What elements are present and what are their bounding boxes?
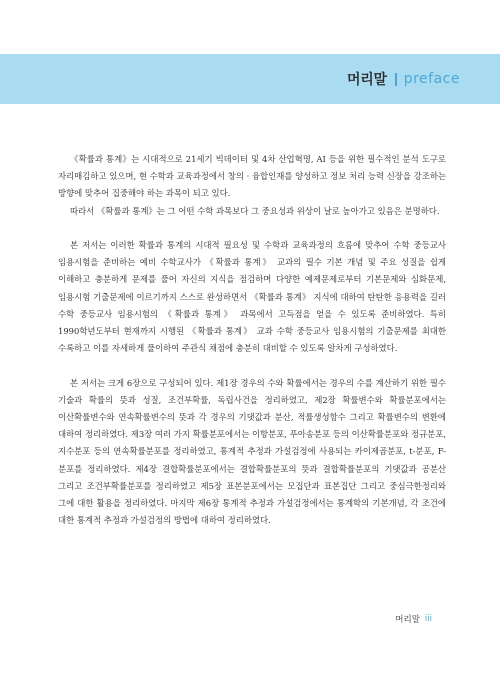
header-title-korean: 머리말 (347, 72, 387, 88)
footer-title: 머리말 (395, 615, 420, 625)
chapter-header (347, 68, 460, 90)
page-footer (395, 613, 432, 625)
paragraph-2: 따라서 《확률과 통계》는 그 어떤 수학 과목보다 그 중요성과 위상이 날로 높아가고 있음은 분명하다. (70, 205, 440, 216)
paragraph-3: 본 저서는 이러한 확률과 통계의 시대적 필요성 및 수학과 교육과정의 흐름에 맞추어 수학 중등교사 임용시험을 준비하는 예비 수학교사가 《확률과 통계》 교과의 필수 기본 개념 및 주요 성질을 쉽게 이해하고 충분하게 문제를 풀어 자신의 지식을 점검하며 다양한 예제문제로부터 기본문제와 심화문제, 임용시험 기출문제에 이르기까지 스스로 완성하면서 《확률과 통계》 지식에 대하여 탄탄한 응용력을 길러 수학 중등교사 임용시험의 《확률과 통계》 과목에서 고득점을 얻을 수 있도록 준비하였다. 특히 1990학년도부터 현재까지 시행된 《확률과 통계》 교과 수학 중등교사 임용시험의 기출문제를 최대한 수록하고 이를 자세하게 풀이하여 주관식 채점에 충분히 대비할 수 있도록 알차게 구성하였다. (58, 240, 446, 354)
page-number: iii (424, 614, 432, 624)
header-title-english: preface (403, 71, 460, 87)
paragraph-4: 본 저서는 크게 6장으로 구성되어 있다. 제1장 경우의 수와 확률에서는 경우의 수를 계산하기 위한 필수 기술과 확률의 뜻과 성질, 조건부확률, 독립사건을 정리하였고, 제2장 확률변수와 확률분포에서는 이산확률변수와 연속확률변수의 뜻과 각 경우의 기댓값과 분산, 적률생성함수 그리고 확률변수의 변환에 대하여 정리하였다. 제3장 여러 가지 확률분포에서는 이항분포, 푸아송분포 등의 이산확률분포와 정규분포, 지수분포 등의 연속확률분포를 정리하였고, 통계적 추정과 가설검정에 사용되는 카이제곱분포, t-분포, F-분포를 정리하였다. 제4장 결합확률분포에서는 결합확률분포의 뜻과 결합확률분포의 기댓값과 공분산 그리고 조건부확률분포를 정리하였고 제5장 표본분포에서는 모집단과 표본집단 그리고 중심극한정리와 그에 대한 활용을 정리하였다. 마지막 제6장 통계적 추정과 가설검정에서는 통계학의 기본개념, 각 조건에 대한 통계적 추정과 가설검정의 방법에 대하여 정리하였다. (58, 377, 446, 526)
paragraph-1: 《확률과 통계》는 시대적으로 21세기 빅데이터 및 4차 산업혁명, AI 등을 위한 필수적인 분석 도구로 자리매김하고 있으며, 현 수학과 교육과정에서 창의 · 융합인재를 양성하고 정보 처리 능력 신장을 강조하는 방향에 맞추어 집중해야 하는 과목이 되고 있다. (58, 154, 446, 199)
header-separator (395, 73, 397, 86)
preface-body (58, 151, 446, 529)
